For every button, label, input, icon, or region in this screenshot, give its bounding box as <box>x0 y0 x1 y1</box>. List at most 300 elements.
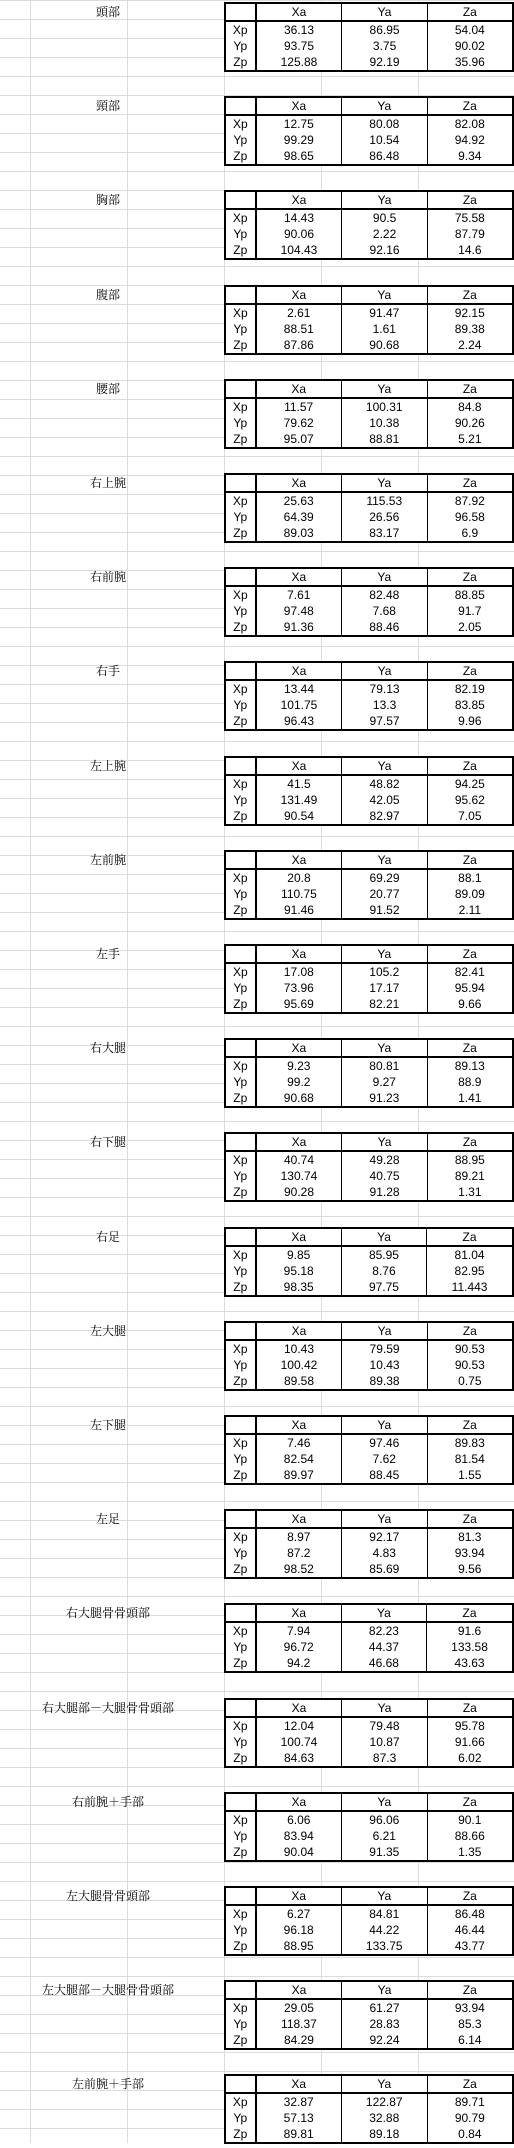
value-cell: 12.04 <box>256 1717 342 1734</box>
value-cell: 89.83 <box>427 1434 513 1451</box>
body-part-label: 右上腕 <box>89 476 126 490</box>
value-cell: 89.97 <box>256 1467 342 1484</box>
body-part-label: 左足 <box>95 1512 120 1527</box>
value-cell: 28.83 <box>342 2016 427 2032</box>
column-header-cell: Za <box>427 380 513 398</box>
table-row <box>225 996 513 1013</box>
value-cell: 11.57 <box>256 398 342 415</box>
table-row <box>225 1811 513 1828</box>
header-corner-cell <box>225 945 256 963</box>
row-label-cell: Xp <box>225 1434 256 1451</box>
column-header-cell: Xa <box>256 945 342 963</box>
header-corner-cell <box>225 757 256 775</box>
value-cell: 95.69 <box>256 996 342 1013</box>
value-cell: 100.31 <box>341 398 427 415</box>
coefficient-table <box>224 285 514 355</box>
body-part-block <box>0 0 514 76</box>
value-cell: 95.07 <box>256 431 342 448</box>
body-part-block <box>0 1036 514 1112</box>
body-part-block <box>0 1413 514 1489</box>
coefficient-table <box>224 190 514 260</box>
body-part-block <box>0 1978 514 2054</box>
value-cell: 96.72 <box>256 1639 342 1655</box>
table-row <box>225 619 513 636</box>
value-cell: 91.35 <box>342 1844 427 1861</box>
table-row <box>225 509 513 525</box>
value-cell: 20.77 <box>342 886 427 902</box>
table-header-row <box>225 945 513 963</box>
value-cell: 89.18 <box>341 2126 427 2143</box>
value-cell: 89.09 <box>427 886 513 902</box>
table-row <box>225 680 513 697</box>
row-label-cell: Xp <box>225 1340 256 1357</box>
column-header-cell: Ya <box>342 945 427 963</box>
value-cell: 88.9 <box>427 1074 513 1090</box>
value-cell: 91.6 <box>427 1622 513 1639</box>
value-cell: 10.87 <box>342 1734 427 1750</box>
body-part-block <box>0 188 514 264</box>
value-cell: 95.18 <box>256 1263 342 1279</box>
column-header-cell: Za <box>427 1228 513 1246</box>
header-corner-cell <box>225 1039 256 1057</box>
row-label-cell: Yp <box>225 980 256 996</box>
column-header-cell: Za <box>427 3 513 21</box>
column-header-cell: Xa <box>256 1228 342 1246</box>
value-cell: 35.96 <box>427 54 513 71</box>
table-row <box>225 869 513 886</box>
value-cell: 1.35 <box>427 1844 513 1861</box>
value-cell: 89.21 <box>427 1168 513 1184</box>
column-header-cell: Xa <box>256 1793 342 1811</box>
value-cell: 1.31 <box>427 1184 513 1201</box>
body-part-label: 右大腿骨骨頭部 <box>65 1606 150 1621</box>
body-part-label: 右足 <box>95 1229 120 1244</box>
row-label-cell: Xp <box>225 1717 256 1734</box>
value-cell: 79.59 <box>342 1340 427 1357</box>
row-label-cell: Zp <box>225 1938 256 1955</box>
column-header-cell: Xa <box>256 568 342 586</box>
value-cell: 6.9 <box>427 525 513 542</box>
column-header-cell: Za <box>427 1322 513 1340</box>
table-row <box>225 1184 513 1201</box>
value-cell: 7.94 <box>256 1622 342 1639</box>
value-cell: 17.17 <box>342 980 427 996</box>
value-cell: 88.66 <box>427 1828 513 1844</box>
value-cell: 81.3 <box>427 1528 513 1545</box>
value-cell: 94.25 <box>427 775 513 792</box>
value-cell: 73.96 <box>256 980 342 996</box>
value-cell: 9.96 <box>427 713 513 730</box>
value-cell: 97.75 <box>341 1279 426 1296</box>
value-cell: 91.52 <box>342 902 427 919</box>
value-cell: 43.77 <box>427 1938 513 1955</box>
row-label-cell: Zp <box>225 1090 256 1107</box>
value-cell: 96.18 <box>256 1922 342 1938</box>
table-row <box>225 1340 513 1357</box>
coefficient-table <box>224 1603 514 1673</box>
row-label-cell: Zp <box>225 902 256 919</box>
value-cell: 87.3 <box>342 1750 427 1767</box>
table-header-row <box>225 568 513 586</box>
row-label-cell: Zp <box>225 242 256 259</box>
table-row <box>225 1922 513 1938</box>
table-row <box>225 148 513 165</box>
column-header-cell: Ya <box>342 757 427 775</box>
value-cell: 88.51 <box>256 321 342 337</box>
body-part-block <box>0 848 514 924</box>
column-header-cell: Xa <box>256 1981 342 1999</box>
value-cell: 89.38 <box>427 321 513 337</box>
column-header-cell: Xa <box>256 1039 342 1057</box>
table-header-row <box>225 1699 513 1717</box>
row-label-cell: Yp <box>225 792 256 808</box>
row-label-cell: Xp <box>225 775 256 792</box>
coefficient-table <box>224 96 514 166</box>
row-label-cell: Zp <box>225 2032 256 2049</box>
column-header-cell: Xa <box>256 1887 342 1905</box>
row-label-cell: Yp <box>225 1168 256 1184</box>
value-cell: 9.34 <box>427 148 513 165</box>
table-header-row <box>225 851 513 869</box>
table-row <box>225 1246 513 1263</box>
value-cell: 90.53 <box>427 1357 513 1373</box>
value-cell: 90.26 <box>427 415 513 431</box>
table-row <box>225 2016 513 2032</box>
column-header-cell: Ya <box>342 568 427 586</box>
value-cell: 96.43 <box>256 713 342 730</box>
value-cell: 90.79 <box>427 2110 513 2126</box>
row-label-cell: Xp <box>225 1151 256 1168</box>
value-cell: 6.21 <box>342 1828 427 1844</box>
column-header-cell: Za <box>427 757 513 775</box>
row-label-cell: Yp <box>225 697 256 713</box>
value-cell: 61.27 <box>342 1999 427 2016</box>
value-cell: 87.79 <box>427 226 513 242</box>
coefficient-table <box>224 944 514 1014</box>
value-cell: 87.2 <box>256 1545 342 1561</box>
row-label-cell: Yp <box>225 2110 256 2126</box>
value-cell: 32.87 <box>256 2093 342 2110</box>
value-cell: 88.95 <box>256 1938 342 1955</box>
body-part-block <box>0 1130 514 1206</box>
value-cell: 90.68 <box>256 1090 342 1107</box>
table-header-row <box>225 757 513 775</box>
column-header-cell: Za <box>427 474 513 492</box>
body-part-block <box>0 471 514 547</box>
row-label-cell: Xp <box>225 586 256 603</box>
column-header-cell: Xa <box>256 1510 342 1528</box>
row-label-cell: Xp <box>225 2093 256 2110</box>
column-header-cell: Za <box>427 662 513 680</box>
row-label-cell: Yp <box>225 2016 256 2032</box>
header-corner-cell <box>225 380 256 398</box>
value-cell: 54.04 <box>427 21 513 38</box>
header-corner-cell <box>225 1981 256 1999</box>
body-part-label: 左大腿部－大腿骨骨頭部 <box>41 1983 174 1998</box>
value-cell: 6.02 <box>427 1750 513 1767</box>
row-label-cell: Zp <box>225 996 256 1013</box>
value-cell: 85.3 <box>427 2016 513 2032</box>
table-row <box>225 132 513 148</box>
value-cell: 83.94 <box>256 1828 342 1844</box>
value-cell: 96.06 <box>342 1811 427 1828</box>
column-header-cell: Za <box>427 1699 513 1717</box>
table-row <box>225 492 513 509</box>
table-row <box>225 431 513 448</box>
value-cell: 10.54 <box>342 132 427 148</box>
table-header-row <box>225 1133 513 1151</box>
body-part-block <box>0 1884 514 1960</box>
value-cell: 125.88 <box>256 54 342 71</box>
row-label-cell: Xp <box>225 1622 256 1639</box>
table-row <box>225 1545 513 1561</box>
coefficient-table <box>224 379 514 449</box>
column-header-cell: Ya <box>342 1322 427 1340</box>
row-label-cell: Yp <box>225 1545 256 1561</box>
coefficient-table <box>224 2 514 72</box>
body-part-block <box>0 754 514 830</box>
row-label-cell: Zp <box>225 1561 256 1578</box>
value-cell: 88.45 <box>342 1467 427 1484</box>
value-cell: 92.19 <box>342 54 427 71</box>
column-header-cell: Za <box>427 568 513 586</box>
value-cell: 80.81 <box>342 1057 427 1074</box>
value-cell: 26.56 <box>341 509 427 525</box>
coefficient-table <box>224 1980 514 2050</box>
row-label-cell: Zp <box>225 148 256 165</box>
value-cell: 91.66 <box>427 1734 513 1750</box>
row-label-cell: Yp <box>225 132 256 148</box>
value-cell: 97.48 <box>256 603 342 619</box>
value-cell: 133.75 <box>341 1938 427 1955</box>
value-cell: 89.58 <box>256 1373 342 1390</box>
body-part-label: 左上腕 <box>89 758 126 773</box>
table-row <box>225 1938 513 1955</box>
coefficient-table <box>224 1415 514 1485</box>
column-header-cell: Xa <box>256 851 342 869</box>
body-part-label: 右大腿 <box>89 1041 126 1056</box>
value-cell: 85.69 <box>342 1561 427 1578</box>
value-cell: 82.23 <box>341 1622 426 1639</box>
table-header-row <box>225 474 513 492</box>
value-cell: 79.48 <box>342 1717 427 1734</box>
column-header-cell: Ya <box>342 662 427 680</box>
value-cell: 93.75 <box>256 38 342 54</box>
value-cell: 79.13 <box>342 680 427 697</box>
value-cell: 82.97 <box>342 808 427 825</box>
value-cell: 88.81 <box>341 431 427 448</box>
value-cell: 115.53 <box>341 492 427 509</box>
table-row <box>225 792 513 808</box>
value-cell: 90.06 <box>256 226 342 242</box>
coefficient-table <box>224 1509 514 1579</box>
row-label-cell: Zp <box>225 54 256 71</box>
column-header-cell: Za <box>427 1510 513 1528</box>
row-label-cell: Zp <box>225 713 256 730</box>
row-label-cell: Xp <box>225 963 256 980</box>
value-cell: 101.75 <box>256 697 342 713</box>
body-part-block <box>0 2072 514 2148</box>
value-cell: 10.38 <box>341 415 427 431</box>
value-cell: 86.48 <box>427 1905 513 1922</box>
value-cell: 1.55 <box>427 1467 513 1484</box>
row-label-cell: Zp <box>225 1844 256 1861</box>
value-cell: 43.63 <box>427 1655 513 1672</box>
header-corner-cell <box>225 1322 256 1340</box>
table-row <box>225 2032 513 2049</box>
table-row <box>225 902 513 919</box>
table-row <box>225 1622 513 1639</box>
body-part-label: 右下腿 <box>89 1135 126 1150</box>
table-row <box>225 1074 513 1090</box>
table-row <box>225 337 513 354</box>
body-part-block <box>0 659 514 735</box>
column-header-cell: Ya <box>342 1699 427 1717</box>
column-header-cell: Za <box>427 1981 513 1999</box>
body-part-label: 胸部 <box>95 193 120 208</box>
row-label-cell: Xp <box>225 1528 256 1545</box>
row-label-cell: Yp <box>225 1451 256 1467</box>
value-cell: 17.08 <box>256 963 342 980</box>
column-header-cell: Ya <box>342 97 427 115</box>
value-cell: 46.68 <box>341 1655 426 1672</box>
value-cell: 42.05 <box>342 792 427 808</box>
table-header-row <box>225 3 513 21</box>
value-cell: 6.14 <box>427 2032 513 2049</box>
body-part-label: 左下腿 <box>89 1418 126 1432</box>
value-cell: 91.7 <box>427 603 513 619</box>
body-part-label: 右前腕 <box>89 570 126 585</box>
body-part-block <box>0 565 514 641</box>
table-row <box>225 321 513 337</box>
value-cell: 95.62 <box>427 792 513 808</box>
table-header-row <box>225 1510 513 1528</box>
value-cell: 88.85 <box>427 586 513 603</box>
column-header-cell: Xa <box>256 757 342 775</box>
value-cell: 41.5 <box>256 775 342 792</box>
column-header-cell: Ya <box>342 3 427 21</box>
column-header-cell: Xa <box>256 191 342 209</box>
table-row <box>225 1151 513 1168</box>
table-row <box>225 54 513 71</box>
value-cell: 3.75 <box>342 38 427 54</box>
row-label-cell: Xp <box>225 869 256 886</box>
column-header-cell: Ya <box>342 1039 427 1057</box>
table-header-row <box>225 1228 513 1246</box>
column-header-cell: Ya <box>341 2075 427 2093</box>
value-cell: 69.29 <box>342 869 427 886</box>
value-cell: 82.41 <box>427 963 513 980</box>
coefficient-table <box>224 1038 514 1108</box>
value-cell: 13.44 <box>256 680 342 697</box>
header-corner-cell <box>225 2075 256 2093</box>
value-cell: 1.61 <box>342 321 427 337</box>
row-label-cell: Xp <box>225 209 256 226</box>
value-cell: 87.92 <box>427 492 513 509</box>
value-cell: 44.37 <box>341 1639 426 1655</box>
value-cell: 89.13 <box>427 1057 513 1074</box>
table-row <box>225 1999 513 2016</box>
value-cell: 84.81 <box>341 1905 427 1922</box>
value-cell: 80.08 <box>342 115 427 132</box>
value-cell: 75.58 <box>427 209 513 226</box>
value-cell: 97.57 <box>342 713 427 730</box>
table-row <box>225 963 513 980</box>
body-part-block <box>0 377 514 453</box>
header-corner-cell <box>225 568 256 586</box>
row-label-cell: Zp <box>225 2126 256 2143</box>
column-header-cell: Ya <box>342 1510 427 1528</box>
table-row <box>225 115 513 132</box>
body-part-block <box>0 1507 514 1583</box>
table-header-row <box>225 1039 513 1057</box>
value-cell: 13.3 <box>342 697 427 713</box>
column-header-cell: Xa <box>256 3 342 21</box>
table-row <box>225 1263 513 1279</box>
row-label-cell: Yp <box>225 1639 256 1655</box>
column-header-cell: Xa <box>256 1699 342 1717</box>
value-cell: 6.27 <box>256 1905 342 1922</box>
value-cell: 93.94 <box>427 1545 513 1561</box>
header-corner-cell <box>225 851 256 869</box>
table-header-row <box>225 2075 513 2093</box>
column-header-cell: Za <box>427 1133 513 1151</box>
row-label-cell: Xp <box>225 1057 256 1074</box>
table-row <box>225 1844 513 1861</box>
value-cell: 1.41 <box>427 1090 513 1107</box>
value-cell: 92.16 <box>342 242 427 259</box>
value-cell: 94.2 <box>256 1655 342 1672</box>
value-cell: 88.46 <box>342 619 427 636</box>
value-cell: 25.63 <box>256 492 342 509</box>
value-cell: 100.74 <box>256 1734 342 1750</box>
value-cell: 89.38 <box>342 1373 427 1390</box>
value-cell: 2.05 <box>427 619 513 636</box>
header-corner-cell <box>225 1133 256 1151</box>
header-corner-cell <box>225 3 256 21</box>
header-corner-cell <box>225 1699 256 1717</box>
row-label-cell: Zp <box>225 1750 256 1767</box>
value-cell: 90.02 <box>427 38 513 54</box>
value-cell: 7.46 <box>256 1434 342 1451</box>
column-header-cell: Ya <box>341 380 427 398</box>
value-cell: 9.66 <box>427 996 513 1013</box>
table-row <box>225 415 513 431</box>
value-cell: 99.29 <box>256 132 342 148</box>
header-corner-cell <box>225 1510 256 1528</box>
column-header-cell: Ya <box>342 191 427 209</box>
value-cell: 99.2 <box>256 1074 342 1090</box>
table-row <box>225 2093 513 2110</box>
row-label-cell: Yp <box>225 1263 256 1279</box>
table-row <box>225 1717 513 1734</box>
value-cell: 14.6 <box>427 242 513 259</box>
row-label-cell: Xp <box>225 1811 256 1828</box>
value-cell: 94.92 <box>427 132 513 148</box>
table-header-row <box>225 1887 513 1905</box>
body-part-block <box>0 1225 514 1301</box>
column-header-cell: Xa <box>256 474 342 492</box>
value-cell: 11.443 <box>427 1279 513 1296</box>
coefficient-table <box>224 2074 514 2144</box>
value-cell: 96.58 <box>427 509 513 525</box>
column-header-cell: Ya <box>341 1228 426 1246</box>
table-row <box>225 1090 513 1107</box>
column-header-cell: Ya <box>341 1604 426 1622</box>
value-cell: 88.95 <box>427 1151 513 1168</box>
table-row <box>225 1655 513 1672</box>
column-header-cell: Ya <box>342 1981 427 1999</box>
